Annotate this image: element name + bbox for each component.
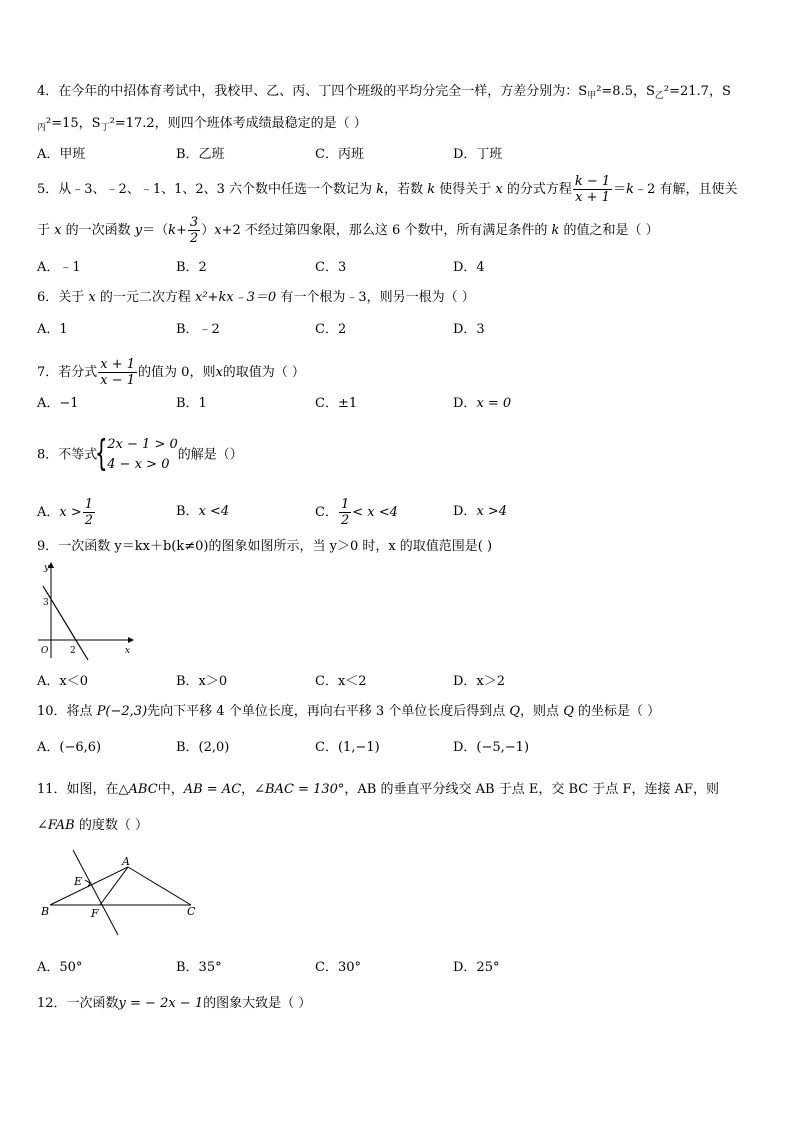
- option-b: B．x＞0: [176, 674, 228, 689]
- fraction: $\frac{1}{2}$: [84, 497, 94, 528]
- option-d: D．x >4: [453, 504, 508, 519]
- brace-icon: {: [95, 433, 108, 474]
- fraction: $\frac{3}{2}$: [189, 215, 199, 246]
- question-4-line-2: $_丙$²=15，$S_丁^2=17.2$，则四个班体考成绩最稳定的是（ ）: [37, 116, 367, 133]
- segment-ac: [128, 867, 191, 905]
- option-b: B．1: [176, 396, 207, 411]
- question-5-line-1: 5．从﹣3、﹣2、﹣1、1、2、3 六个数中任选一个数记为 k，若数 k 使得关于 x 的分式方程 $\frac{k - 1}{x + 1}$ ＝k﹣2 有解，且使关: [37, 174, 738, 205]
- fraction: $\frac{x + 1}{x - 1}$: [100, 357, 136, 388]
- linear-function-graph: [30, 560, 140, 665]
- option-b: B．(2,0): [176, 740, 230, 755]
- question-11-line-1: 11．如图，在△ABC中，AB = AC，∠BAC = 130°，AB 的垂直平分线交 AB 于点 E，交 BC 于点 F，连接 AF，则: [37, 782, 720, 797]
- option-d: D．3: [453, 322, 485, 337]
- question-6-options: [37, 321, 757, 339]
- option-d: D．丁班: [453, 147, 503, 162]
- question-11-options: [37, 959, 757, 977]
- question-11-line-2: ∠FAB 的度数（ ）: [37, 818, 149, 833]
- option-b: B．x <4: [176, 504, 230, 519]
- option-a: A．1: [37, 322, 68, 337]
- question-7: 7．若分式 $\frac{x + 1}{x - 1}$ 的值为 0，则x的取值为（ ）: [37, 357, 305, 388]
- x-intercept-label: 2: [70, 646, 76, 656]
- question-4-options: [37, 146, 757, 164]
- triangle-figure: [36, 845, 211, 940]
- option-c: C．2: [315, 322, 347, 337]
- y-intercept-label: 3: [43, 598, 49, 608]
- question-5-line-2: 于 x 的一次函数 y＝（k+ $\frac{3}{2}$ ）x+2 不经过第四象限，那么这 6 个数中，所有满足条件的 k 的值之和是（ ）: [37, 215, 659, 246]
- option-c: C．(1,−1): [315, 740, 380, 755]
- label-a: A: [122, 855, 130, 868]
- origin-label: O: [41, 646, 49, 656]
- option-d: D．x＞2: [453, 674, 506, 689]
- option-b: B．2: [176, 260, 207, 275]
- option-b: B．乙班: [176, 147, 225, 162]
- option-a: A．−1: [37, 396, 79, 411]
- option-c: C．3: [315, 260, 347, 275]
- question-6: 6．关于 x 的一元二次方程 x²+kx﹣3＝0 有一个根为﹣3，则另一根为（ ）: [37, 290, 475, 305]
- option-a: A．(−6,6): [37, 740, 102, 755]
- function-line: [43, 586, 88, 660]
- fraction: $\frac{k - 1}{x + 1}$: [574, 174, 611, 205]
- question-10: 10．将点 P(−2,3)先向下平移 4 个单位长度，再向右平移 3 个单位长度后得到点 Q，则点 Q 的坐标是（ ）: [37, 704, 661, 719]
- option-d: D．(−5,−1): [453, 740, 530, 755]
- option-a: A．甲班: [37, 147, 86, 162]
- option-d: D．25°: [453, 960, 500, 975]
- label-b: B: [41, 905, 50, 918]
- question-8-options: [37, 497, 757, 527]
- question-5-options: [37, 259, 757, 277]
- option-a: A．x＜0: [37, 674, 88, 689]
- option-b: B．35°: [176, 960, 222, 975]
- y-axis-label: y: [44, 563, 50, 573]
- option-a: A．x > $\frac{1}{2}$: [37, 497, 94, 528]
- option-c: C．30°: [315, 960, 361, 975]
- question-12: 12．一次函数y = − 2x − 1的图象大致是（ ）: [37, 996, 312, 1011]
- option-c: C．±1: [315, 396, 358, 411]
- question-10-options: [37, 739, 757, 757]
- label-f: F: [91, 907, 99, 920]
- option-c: C． $\frac{1}{2}$ < x <4: [315, 497, 398, 528]
- option-b: B．﹣2: [176, 322, 220, 337]
- segment-af: [100, 867, 128, 905]
- x-axis-label: x: [125, 646, 131, 656]
- option-c: C．x＜2: [315, 674, 367, 689]
- option-a: A．﹣1: [37, 260, 81, 275]
- question-8: 8．不等式 { 2x − 1 > 0 4 − x > 0 的解是（）: [37, 433, 243, 474]
- option-a: A．50°: [37, 960, 83, 975]
- option-d: D．4: [453, 260, 485, 275]
- label-c: C: [187, 905, 196, 918]
- option-d: D．x = 0: [453, 396, 512, 411]
- inequality-system: { 2x − 1 > 0 4 − x > 0: [95, 433, 178, 474]
- label-e: E: [74, 875, 83, 888]
- question-9: 9．一次函数 y＝kx＋b(k≠0)的图象如图所示，当 y＞0 时，x 的取值范围是( ): [37, 539, 493, 554]
- fraction: $\frac{1}{2}$: [340, 497, 350, 528]
- question-7-options: [37, 395, 757, 413]
- x-axis-arrow-icon: [128, 637, 134, 643]
- perpendicular-bisector: [73, 850, 118, 935]
- question-4-line-1: 4．在今年的中招体育考试中，我校甲、乙、丙、丁四个班级的平均分完全一样，方差分别为：$S_甲^2=8.5$，$S_乙^2=21.7$，S: [37, 84, 731, 101]
- question-9-options: [37, 673, 757, 691]
- option-c: C．丙班: [315, 147, 364, 162]
